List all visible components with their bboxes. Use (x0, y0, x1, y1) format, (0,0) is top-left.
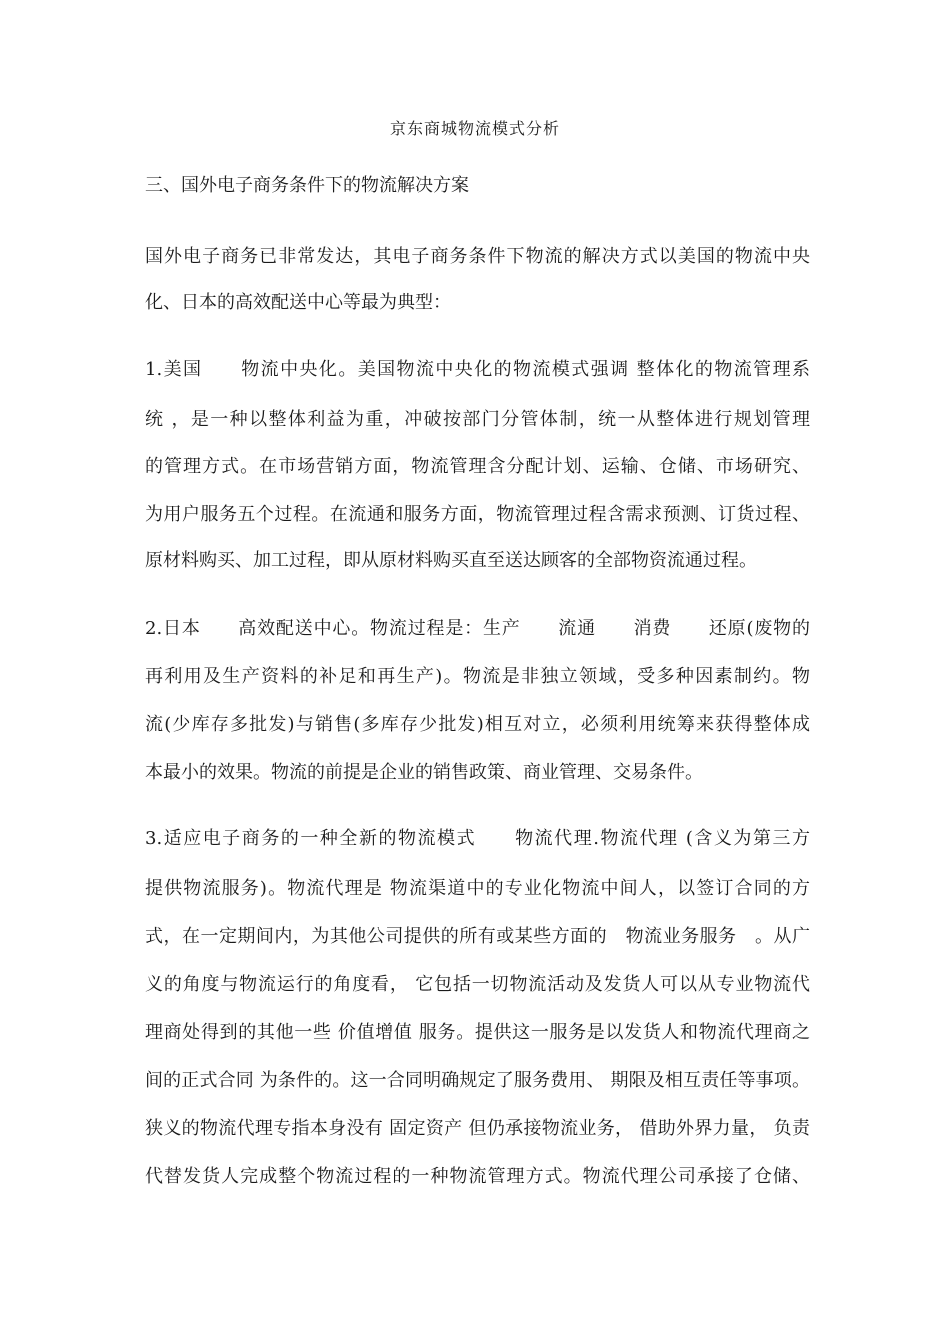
paragraph-line: 为用户服务五个过程。在流通和服务方面，物流管理过程含需求预测、订货过程、 (145, 504, 810, 525)
document-title: 京东商城物流模式分析 (389, 119, 560, 138)
paragraph-line: 本最小的效果。物流的前提是企业的销售政策、商业管理、交易条件。 (145, 762, 703, 783)
paragraph-line: 代替发货人完成整个物流过程的一种物流管理方式。物流代理公司承接了仓储、 (145, 1166, 810, 1187)
paragraph-line: 狭义的物流代理专指本身没有 固定资产 但仍承接物流业务， 借助外界力量， 负责 (145, 1118, 810, 1139)
paragraph-line: 流(少库存多批发)与销售(多库存少批发)相互对立，必须利用统筹来获得整体成 (145, 714, 810, 735)
paragraph-line: 义的角度与物流运行的角度看， 它包括一切物流活动及发货人可以从专业物流代 (145, 974, 810, 995)
paragraph-line: 的管理方式。在市场营销方面，物流管理含分配计划、运输、仓储、市场研究、 (145, 456, 810, 477)
paragraph-line: 3.适应电子商务的一种全新的物流模式 物流代理.物流代理 (含义为第三方 (145, 828, 810, 849)
paragraph-line: 1.美国 物流中央化。美国物流中央化的物流模式强调 整体化的物流管理系 (145, 359, 810, 380)
paragraph-line: 间的正式合同 为条件的。这一合同明确规定了服务费用、 期限及相互责任等事项。 (145, 1070, 810, 1091)
paragraph-line: 再利用及生产资料的补足和再生产)。物流是非独立领域，受多种因素制约。物 (145, 666, 810, 687)
paragraph-line: 理商处得到的其他一些 价值增值 服务。提供这一服务是以发货人和物流代理商之 (145, 1022, 810, 1043)
paragraph-line: 式，在一定期间内，为其他公司提供的所有或某些方面的 物流业务服务 。从广 (145, 926, 810, 947)
paragraph-line: 化、日本的高效配送中心等最为典型： (145, 292, 451, 313)
section-heading: 三、国外电子商务条件下的物流解决方案 (145, 175, 469, 196)
paragraph-line: 提供物流服务)。物流代理是 物流渠道中的专业化物流中间人，以签订合同的方 (145, 878, 810, 899)
paragraph-line: 国外电子商务已非常发达，其电子商务条件下物流的解决方式以美国的物流中央 (145, 246, 810, 267)
paragraph-line: 2.日本 高效配送中心。物流过程是：生产 流通 消费 还原(废物的 (145, 618, 810, 639)
paragraph-line: 原材料购买、加工过程，即从原材料购买直至送达顾客的全部物资流通过程。 (145, 550, 757, 571)
paragraph-line: 统 ，是一种以整体利益为重，冲破按部门分管体制，统一从整体进行规划管理 (145, 409, 810, 430)
